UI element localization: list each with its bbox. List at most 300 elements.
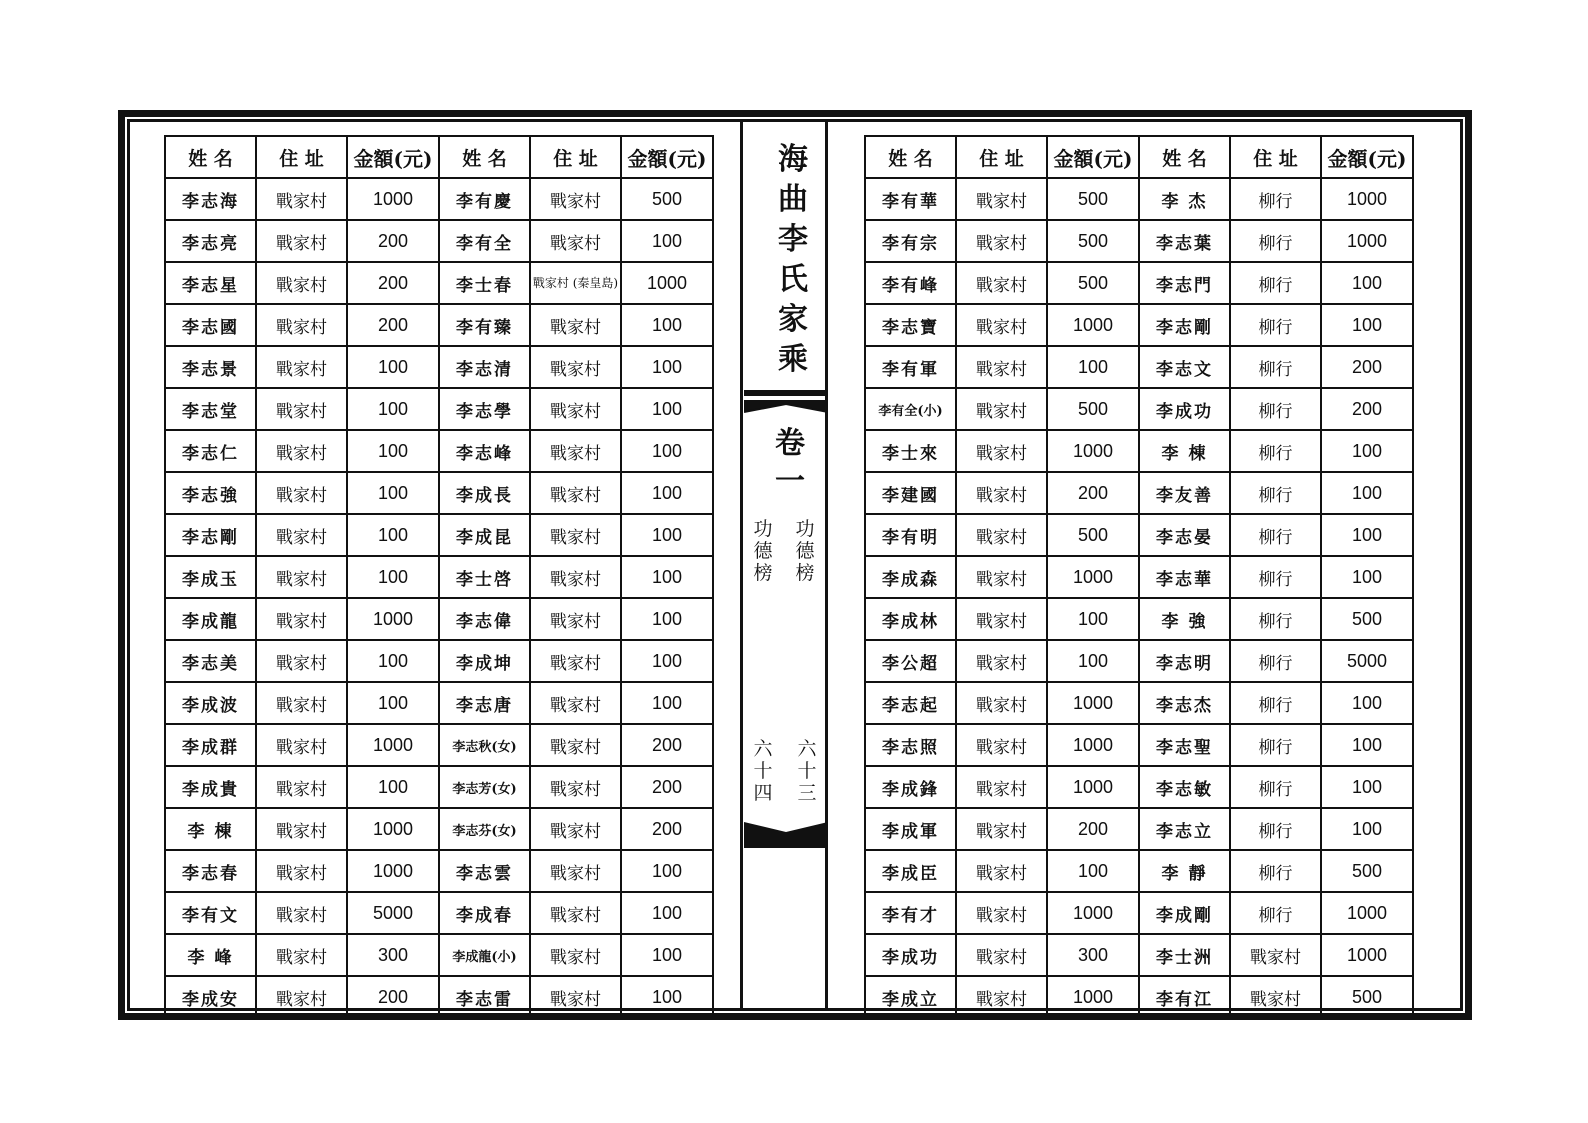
donation-amount: 1000 [1047,976,1139,1018]
donor-name: 李成林 [865,598,956,640]
donation-amount: 100 [621,430,713,472]
donor-name: 李成臣 [865,850,956,892]
donor-name: 李志偉 [439,598,530,640]
donation-amount: 100 [621,304,713,346]
donor-address: 戰家村 [1230,976,1321,1018]
table-row [165,472,713,514]
donation-amount: 1000 [347,850,439,892]
donor-address: 戰家村 [956,514,1047,556]
donation-amount: 100 [347,640,439,682]
spine-left-line [740,119,743,1011]
donor-name: 李友善 [1139,472,1230,514]
table-row [865,766,1413,808]
title-char: 乘 [778,342,808,377]
table-row [165,766,713,808]
table-row [865,514,1413,556]
donor-address: 戰家村 [956,220,1047,262]
donation-amount: 100 [621,388,713,430]
donor-address: 柳行 [1230,388,1321,430]
donor-address: 戰家村 [530,724,621,766]
volume-char: 卷 [775,426,805,461]
table-row [165,430,713,472]
table-row [865,472,1413,514]
header-address: 住 址 [530,136,621,178]
donor-address: 戰家村 [956,640,1047,682]
donation-amount: 200 [621,808,713,850]
donor-name: 李志清 [439,346,530,388]
donor-name: 李志星 [165,262,256,304]
donor-address: 戰家村 [1230,934,1321,976]
header-amount: 金額(元) [347,136,439,178]
donation-amount: 200 [1047,808,1139,850]
donor-address: 柳行 [1230,178,1321,220]
donor-address: 戰家村 [956,934,1047,976]
donation-amount: 1000 [347,724,439,766]
donor-address: 戰家村 [256,598,347,640]
donor-name: 李志葉 [1139,220,1230,262]
donation-amount: 200 [1047,472,1139,514]
donation-amount: 100 [1321,556,1413,598]
header-address: 住 址 [256,136,347,178]
donor-address: 戰家村 [530,892,621,934]
donor-address: 柳行 [1230,346,1321,388]
table-row [165,976,713,1018]
donor-name: 李成坤 [439,640,530,682]
donation-amount: 1000 [1047,556,1139,598]
donor-address: 柳行 [1230,304,1321,346]
donation-amount: 500 [1047,220,1139,262]
donor-address: 戰家村 [956,388,1047,430]
donor-name: 李志學 [439,388,530,430]
table-row [865,850,1413,892]
donor-address: 戰家村 [256,850,347,892]
donor-address: 柳行 [1230,640,1321,682]
donation-amount: 100 [1321,766,1413,808]
page-number-right: 六 十 三 [797,738,817,804]
donation-amount: 100 [1047,346,1139,388]
donor-address: 戰家村 [256,892,347,934]
donor-name: 李志照 [865,724,956,766]
donor-address: 戰家村 [956,262,1047,304]
donation-amount: 100 [347,766,439,808]
donation-amount: 200 [621,766,713,808]
donor-address: 戰家村 [256,304,347,346]
donation-amount: 200 [621,724,713,766]
section-label-right: 功 德 榜 [795,518,815,584]
table-row [165,220,713,262]
donation-amount: 100 [347,514,439,556]
donor-name: 李有才 [865,892,956,934]
donation-amount: 5000 [347,892,439,934]
table-row [165,892,713,934]
donor-name: 李成龍(小) [439,934,530,976]
donor-name: 李成長 [439,472,530,514]
donation-amount: 1000 [1321,220,1413,262]
donation-amount: 1000 [1047,724,1139,766]
table-row [865,556,1413,598]
header-name: 姓 名 [165,136,256,178]
donor-name: 李成玉 [165,556,256,598]
donor-name: 李志雲 [439,850,530,892]
donation-amount: 200 [1321,388,1413,430]
donor-name: 李有臻 [439,304,530,346]
donation-amount: 200 [1321,346,1413,388]
donation-amount: 100 [347,430,439,472]
section-label-left: 功 德 榜 [753,518,773,584]
donor-name: 李志門 [1139,262,1230,304]
table-row [165,388,713,430]
donation-amount: 100 [621,598,713,640]
donor-address: 戰家村 [530,388,621,430]
donor-name: 李志杰 [1139,682,1230,724]
donation-amount: 100 [621,514,713,556]
donor-address: 戰家村 [530,850,621,892]
donation-amount: 100 [1047,640,1139,682]
donation-amount: 100 [621,682,713,724]
donor-name: 李成群 [165,724,256,766]
table-row [865,430,1413,472]
donor-name: 李成鋒 [865,766,956,808]
table-row [865,976,1413,1018]
donation-amount: 100 [621,346,713,388]
donor-address: 戰家村 [530,430,621,472]
table-row [165,514,713,556]
donor-name: 李成森 [865,556,956,598]
donation-amount: 500 [1047,388,1139,430]
donor-address: 戰家村 [956,724,1047,766]
donor-name: 李有宗 [865,220,956,262]
table-row [165,808,713,850]
donor-address: 戰家村 [530,304,621,346]
donor-name: 李志剛 [165,514,256,556]
donor-name: 李成昆 [439,514,530,556]
right-header-row [865,136,1413,178]
donor-address: 戰家村 [256,976,347,1018]
donor-address: 戰家村 [256,514,347,556]
donation-amount: 1000 [347,598,439,640]
donation-amount: 100 [621,850,713,892]
donor-address: 戰家村 [256,220,347,262]
donor-name: 李志立 [1139,808,1230,850]
donor-address: 柳行 [1230,724,1321,766]
table-row [865,346,1413,388]
donor-address: 戰家村 [256,346,347,388]
table-row [165,682,713,724]
donor-name: 李志唐 [439,682,530,724]
donation-amount: 200 [347,976,439,1018]
donor-name: 李志景 [165,346,256,388]
donor-address: 戰家村 [256,724,347,766]
donation-amount: 1000 [1047,892,1139,934]
donor-name: 李成軍 [865,808,956,850]
donor-name: 李 強 [1139,598,1230,640]
donor-name: 李志秋(女) [439,724,530,766]
donor-name: 李有明 [865,514,956,556]
donor-name: 李有江 [1139,976,1230,1018]
donor-name: 李志國 [165,304,256,346]
table-row [865,640,1413,682]
donor-name: 李有峰 [865,262,956,304]
table-row [865,892,1413,934]
donor-name: 李志剛 [1139,304,1230,346]
spine-band-top [744,390,828,396]
donation-amount: 500 [1321,598,1413,640]
table-row [865,724,1413,766]
donor-name: 李有華 [865,178,956,220]
donation-amount: 1000 [1321,934,1413,976]
donation-amount: 100 [1321,262,1413,304]
table-row [865,808,1413,850]
donor-name: 李志仁 [165,430,256,472]
donor-address: 戰家村 [256,388,347,430]
donation-amount: 500 [1047,514,1139,556]
table-row [165,850,713,892]
donor-name: 李志海 [165,178,256,220]
book-title [768,140,818,380]
donor-address: 戰家村 [256,934,347,976]
donor-name: 李 棟 [165,808,256,850]
donor-address: 戰家村 [530,220,621,262]
donor-address: 柳行 [1230,850,1321,892]
donor-address: 戰家村 [530,808,621,850]
donor-name: 李志峰 [439,430,530,472]
donor-name: 李成功 [865,934,956,976]
donation-amount: 500 [1047,262,1139,304]
donation-amount: 100 [1047,598,1139,640]
donor-name: 李成安 [165,976,256,1018]
donor-address: 戰家村 [256,640,347,682]
donor-name: 李公超 [865,640,956,682]
donation-amount: 5000 [1321,640,1413,682]
donor-name: 李士來 [865,430,956,472]
donor-address: 戰家村 [956,178,1047,220]
donor-name: 李志美 [165,640,256,682]
donor-name: 李成龍 [165,598,256,640]
donation-amount: 100 [621,976,713,1018]
donor-name: 李 靜 [1139,850,1230,892]
donor-address: 戰家村 [256,472,347,514]
left-donation-table [164,135,714,1019]
donor-address: 戰家村 [530,640,621,682]
donor-name: 李建國 [865,472,956,514]
page-number-left: 六 十 四 [753,738,773,804]
donation-amount: 300 [347,934,439,976]
donor-name: 李有軍 [865,346,956,388]
volume-label [770,425,810,501]
table-row [865,934,1413,976]
donation-amount: 500 [1047,178,1139,220]
table-row [865,262,1413,304]
donation-amount: 100 [621,934,713,976]
donor-name: 李志起 [865,682,956,724]
table-row [865,178,1413,220]
donor-name: 李志雷 [439,976,530,1018]
donor-name: 李志芬(女) [439,808,530,850]
donation-amount: 100 [1321,472,1413,514]
donation-amount: 100 [1321,514,1413,556]
donor-name: 李志明 [1139,640,1230,682]
title-char: 曲 [778,182,808,217]
donation-amount: 100 [1321,304,1413,346]
donor-address: 戰家村 [956,892,1047,934]
donor-address: 戰家村 [256,430,347,472]
donor-address: 柳行 [1230,892,1321,934]
donation-amount: 1000 [621,262,713,304]
donor-address: 戰家村 [256,178,347,220]
donor-name: 李志堂 [165,388,256,430]
table-row [165,598,713,640]
donor-name: 李 杰 [1139,178,1230,220]
donor-name: 李士春 [439,262,530,304]
donor-name: 李成功 [1139,388,1230,430]
table-row [865,598,1413,640]
title-char: 海 [778,142,808,177]
donor-address: 戰家村 [956,472,1047,514]
donation-amount: 100 [1321,682,1413,724]
donor-address: 戰家村 [530,472,621,514]
donor-address: 戰家村 [530,766,621,808]
donation-amount: 1000 [347,808,439,850]
donor-name: 李成春 [439,892,530,934]
donor-name: 李有全 [439,220,530,262]
donation-amount: 500 [621,178,713,220]
donor-address: 戰家村 [956,682,1047,724]
table-row [165,724,713,766]
donation-amount: 100 [1321,430,1413,472]
donation-amount: 100 [347,346,439,388]
donor-address: 戰家村 [956,766,1047,808]
title-char: 氏 [778,262,808,297]
donation-amount: 1000 [1321,178,1413,220]
donor-name: 李 峰 [165,934,256,976]
donation-amount: 100 [621,220,713,262]
donor-address: 柳行 [1230,766,1321,808]
donor-address: 戰家村 [256,766,347,808]
donor-address: 戰家村 [256,808,347,850]
table-row [165,934,713,976]
header-amount: 金額(元) [1321,136,1413,178]
table-row [165,178,713,220]
header-address: 住 址 [956,136,1047,178]
table-row [165,262,713,304]
donor-name: 李成立 [865,976,956,1018]
donor-name: 李有全(小) [865,388,956,430]
donor-name: 李志強 [165,472,256,514]
table-row [165,346,713,388]
donation-amount: 1000 [1321,892,1413,934]
donor-name: 李志晏 [1139,514,1230,556]
donor-address: 戰家村 [530,178,621,220]
table-row [865,388,1413,430]
donor-name: 李有慶 [439,178,530,220]
donor-address: 柳行 [1230,598,1321,640]
donation-amount: 200 [347,262,439,304]
donor-name: 李成波 [165,682,256,724]
donor-address: 柳行 [1230,682,1321,724]
table-row [865,682,1413,724]
donor-name: 李志華 [1139,556,1230,598]
table-row [165,556,713,598]
donor-name: 李志春 [165,850,256,892]
donor-address: 戰家村 [956,304,1047,346]
donor-address: 戰家村 [530,556,621,598]
donation-amount: 500 [1321,850,1413,892]
donation-amount: 1000 [1047,430,1139,472]
donation-amount: 100 [1321,724,1413,766]
donor-address: 戰家村 (秦皇島) [530,262,621,304]
donor-address: 柳行 [1230,472,1321,514]
donor-address: 戰家村 [530,934,621,976]
donation-amount: 100 [621,556,713,598]
title-char: 家 [778,302,808,337]
donor-address: 戰家村 [956,346,1047,388]
donor-name: 李志亮 [165,220,256,262]
donor-name: 李志敏 [1139,766,1230,808]
donor-address: 戰家村 [530,346,621,388]
right-donation-table [864,135,1414,1019]
donation-amount: 100 [347,556,439,598]
donor-address: 戰家村 [956,850,1047,892]
donor-name: 李志文 [1139,346,1230,388]
left-header-row [165,136,713,178]
donation-amount: 300 [1047,934,1139,976]
table-row [165,304,713,346]
donation-amount: 200 [347,220,439,262]
donor-name: 李士洲 [1139,934,1230,976]
donor-address: 柳行 [1230,220,1321,262]
donor-name: 李 棟 [1139,430,1230,472]
donor-address: 柳行 [1230,514,1321,556]
table-row [865,220,1413,262]
donor-address: 柳行 [1230,430,1321,472]
donor-address: 戰家村 [256,262,347,304]
title-char: 李 [778,222,808,257]
header-name: 姓 名 [1139,136,1230,178]
header-name: 姓 名 [439,136,530,178]
donor-address: 戰家村 [530,682,621,724]
donor-name: 李志聖 [1139,724,1230,766]
donor-address: 戰家村 [530,598,621,640]
donor-address: 戰家村 [956,556,1047,598]
header-amount: 金額(元) [1047,136,1139,178]
donor-address: 柳行 [1230,556,1321,598]
donation-amount: 1000 [1047,682,1139,724]
header-amount: 金額(元) [621,136,713,178]
donation-amount: 100 [1321,808,1413,850]
donation-amount: 100 [347,472,439,514]
donor-address: 戰家村 [256,682,347,724]
donor-name: 李有文 [165,892,256,934]
donation-amount: 1000 [1047,766,1139,808]
donor-address: 戰家村 [256,556,347,598]
header-address: 住 址 [1230,136,1321,178]
donation-amount: 1000 [1047,304,1139,346]
donation-amount: 100 [347,388,439,430]
donor-address: 戰家村 [530,976,621,1018]
donor-address: 戰家村 [956,598,1047,640]
donor-address: 戰家村 [956,808,1047,850]
table-row [165,640,713,682]
donor-address: 柳行 [1230,262,1321,304]
donor-address: 戰家村 [530,514,621,556]
donor-address: 戰家村 [956,976,1047,1018]
donation-amount: 100 [621,892,713,934]
donor-name: 李成貴 [165,766,256,808]
donor-name: 李志寶 [865,304,956,346]
donor-address: 柳行 [1230,808,1321,850]
donation-amount: 1000 [347,178,439,220]
table-row [865,304,1413,346]
